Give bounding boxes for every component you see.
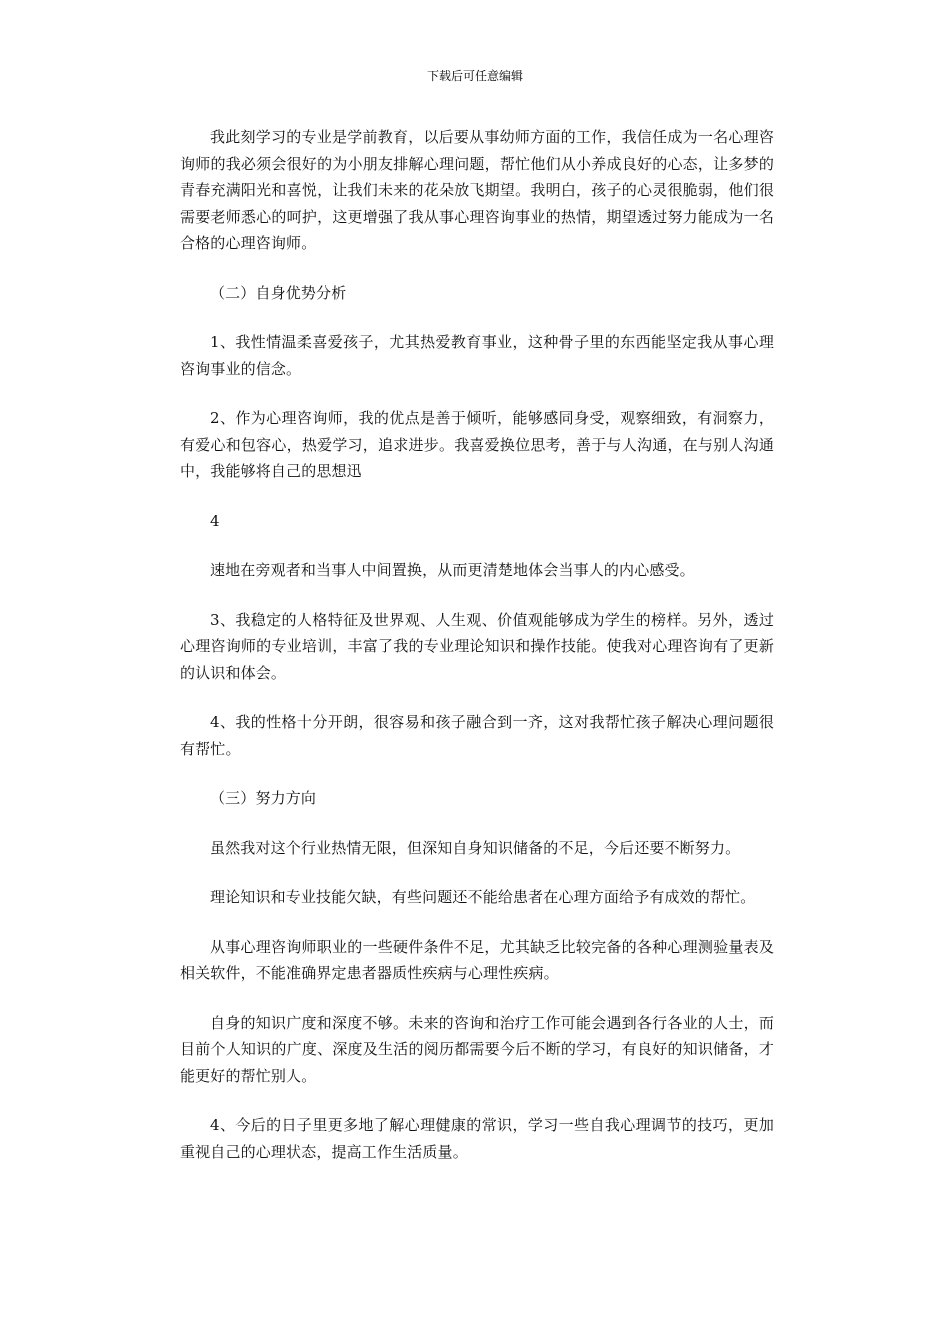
paragraph-direction-2: 从事心理咨询师职业的一些硬件条件不足，尤其缺乏比较完备的各种心理测验量表及相关软件，不能准确界定患者器质性疾病与心理性疾病。 <box>180 937 774 982</box>
paragraph-strength-3: 3、我稳定的人格特征及世界观、人生观、价值观能够成为学生的榜样。另外，透过心理咨询师的专业培训，丰富了我的专业理论知识和操作技能。使我对心理咨询有了更新的认识和体会。 <box>180 610 774 682</box>
document-body <box>180 124 774 1188</box>
paragraph-strength-2-continued: 速地在旁观者和当事人中间置换，从而更清楚地体会当事人的内心感受。 <box>210 561 695 579</box>
paragraph-strength-4: 4、我的性格十分开朗，很容易和孩子融合到一齐，这对我帮忙孩子解决心理问题很有帮忙。 <box>180 713 774 758</box>
paragraph-intro: 我此刻学习的专业是学前教育，以后要从事幼师方面的工作，我信任成为一名心理咨询师的我必须会很好的为小朋友排解心理问题，帮忙他们从小养成良好的心态，让多梦的青春充满阳光和喜悦，让我们未来的花朵放飞期望。我明白，孩子的心灵很脆弱，他们很需要老师悉心的呵护，这更增强了我从事心理咨询事业的热情，期望透过努力能成为一名合格的心理咨询师。 <box>180 128 774 252</box>
paragraph-direction-1: 理论知识和专业技能欠缺，有些问题还不能给患者在心理方面给予有成效的帮忙。 <box>210 888 756 906</box>
paragraph-direction-4: 4、今后的日子里更多地了解心理健康的常识，学习一些自我心理调节的技巧，更加重视自己的心理状态，提高工作生活质量。 <box>180 1116 774 1161</box>
paragraph-strength-2: 2、作为心理咨询师，我的优点是善于倾听，能够感同身受，观察细致，有洞察力，有爱心和包容心，热爱学习，追求进步。我喜爱换位思考，善于与人沟通，在与别人沟通中，我能够将自己的思想迅 <box>180 409 774 480</box>
page-number: 4 <box>210 511 220 530</box>
paragraph-direction-intro: 虽然我对这个行业热情无限，但深知自身知识储备的不足，今后还要不断努力。 <box>210 838 741 857</box>
section-heading-direction: （三）努力方向 <box>210 789 317 807</box>
section-heading-strengths: （二）自身优势分析 <box>210 283 347 302</box>
paragraph-strength-1: 1、我性情温柔喜爱孩子，尤其热爱教育事业，这种骨子里的东西能坚定我从事心理咨询事业的信念。 <box>180 333 774 378</box>
page-header: 下载后可任意编辑 <box>426 69 523 83</box>
paragraph-direction-3: 自身的知识广度和深度不够。未来的咨询和治疗工作可能会遇到各行各业的人士，而目前个人知识的广度、深度及生活的阅历都需要今后不断的学习，有良好的知识储备，才能更好的帮忙别人。 <box>180 1013 774 1085</box>
